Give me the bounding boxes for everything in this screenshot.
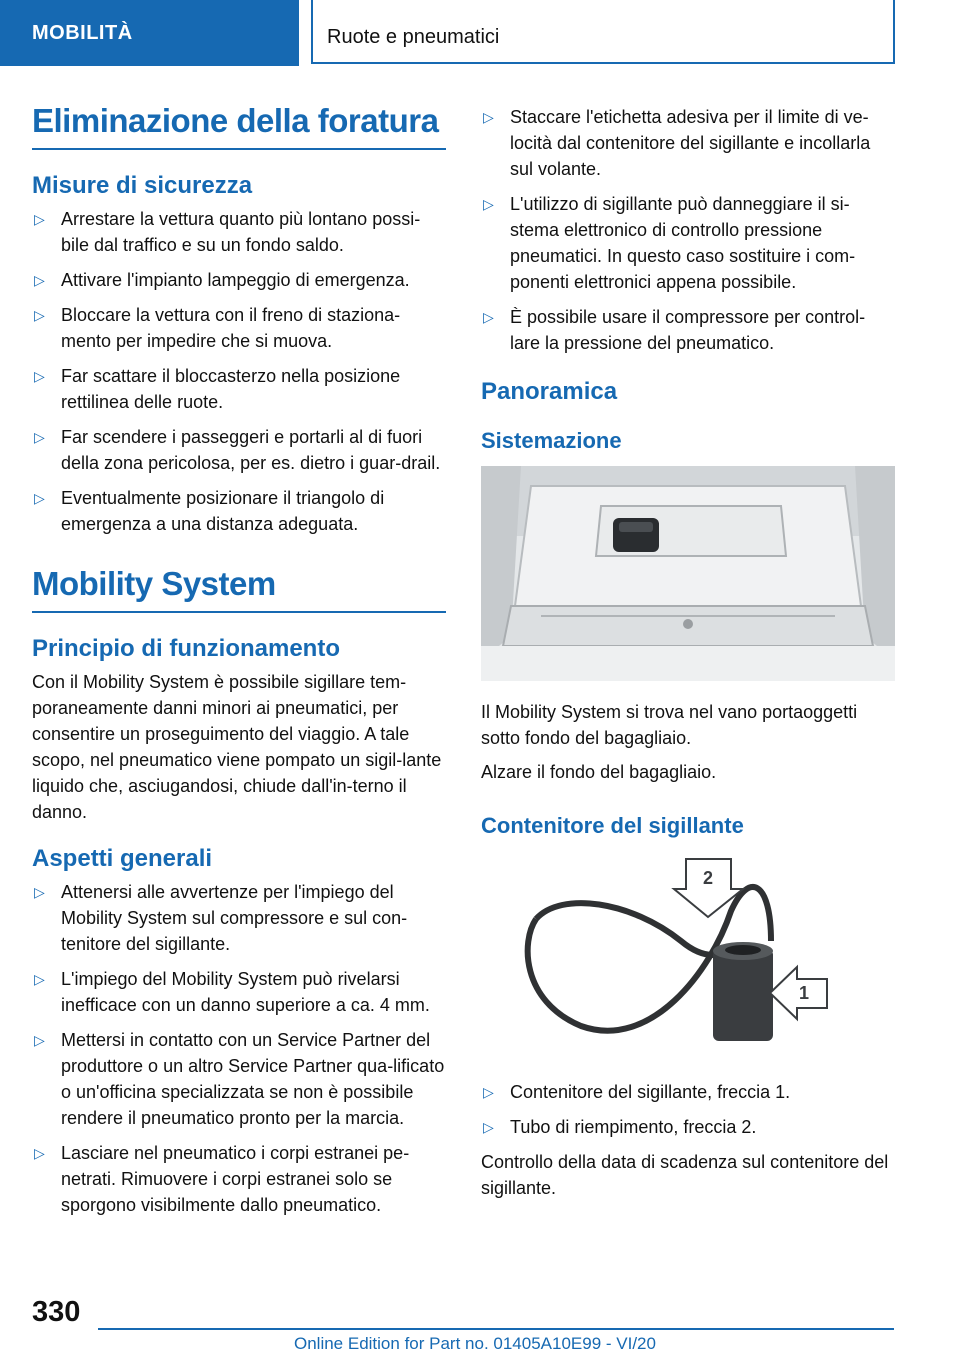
triangle-bullet-icon: ▷	[34, 272, 45, 288]
safety-list	[32, 206, 446, 537]
triangle-bullet-icon: ▷	[483, 109, 494, 125]
triangle-bullet-icon: ▷	[483, 1084, 494, 1100]
triangle-bullet-icon: ▷	[34, 971, 45, 987]
heading-rule	[32, 611, 446, 613]
triangle-bullet-icon: ▷	[34, 490, 45, 506]
list-item: ▷ Lasciare nel pneumatico i corpi estranei pe-netrati. Rimuovere i corpi estranei solo se sporgono visibilmente dallo pneumatico.	[32, 1140, 446, 1218]
heading-principle: Principio di funzionamento	[32, 635, 340, 662]
triangle-bullet-icon: ▷	[483, 1119, 494, 1135]
principle-paragraph: Con il Mobility System è possibile sigillare tem-poraneamente danni minori ai pneumatici, per consentire un proseguimento del viaggio. A tale scopo, nel pneumatico viene pompato un sigil-lante liquido che, asciugandosi, chiude dall'in-terno il danno.	[32, 672, 442, 822]
list-item: ▷ L'utilizzo di sigillante può danneggiare il si-stema elettronico di controllo pressione pneumatici. In questo caso sostituire i com-ponenti elettronici appena possibile.	[481, 191, 895, 295]
container-paragraph: Controllo della data di scadenza sul contenitore del sigillante.	[481, 1152, 889, 1198]
list-item: ▷ Mettersi in contatto con un Service Partner del produttore o un altro Service Partner qua-lificato o un'officina specializzata se non è possibile rendere il pneumatico pronto per la marcia.	[32, 1027, 446, 1131]
sealant-container-figure	[481, 851, 895, 1061]
location-paragraph-2: Alzare il fondo del bagagliaio.	[481, 762, 717, 782]
list-item: ▷ Tubo di riempimento, freccia 2.	[481, 1114, 895, 1140]
location-paragraph-1: Il Mobility System si trova nel vano portaoggetti sotto fondo del bagagliaio.	[481, 702, 858, 748]
list-item: ▷ È possibile usare il compressore per control-lare la pressione del pneumatico.	[481, 304, 895, 356]
section-tab: MOBILITÀ	[0, 0, 299, 66]
edition-text: Online Edition for Part no. 01405A10E99 - VI/20	[294, 1334, 656, 1353]
list-item: ▷ Attenersi alle avvertenze per l'impiego del Mobility System sul compressore e sul con-tenitore del sigillante.	[32, 879, 446, 957]
triangle-bullet-icon: ▷	[34, 368, 45, 384]
sealant-list	[481, 104, 895, 356]
heading-general: Aspetti generali	[32, 845, 213, 872]
footer-rule	[98, 1328, 894, 1330]
list-item: ▷ Arrestare la vettura quanto più lontano possi-bile dal traffico e su un fondo saldo.	[32, 206, 446, 258]
list-item: ▷ Bloccare la vettura con il freno di staziona-mento per impedire che si muova.	[32, 302, 446, 354]
triangle-bullet-icon: ▷	[34, 429, 45, 445]
container-list	[481, 1079, 895, 1140]
heading-flat-tyre: Eliminazione della foratura	[32, 102, 439, 139]
triangle-bullet-icon: ▷	[483, 309, 494, 325]
list-item: ▷ Far scendere i passeggeri e portarli al di fuori della zona pericolosa, per es. dietro i guar-drail.	[32, 424, 446, 476]
heading-rule	[32, 148, 446, 150]
triangle-bullet-icon: ▷	[34, 211, 45, 227]
chapter-title: Ruote e pneumatici	[311, 0, 895, 64]
list-item: ▷ Eventualmente posizionare il triangolo di emergenza a una distanza adeguata.	[32, 485, 446, 537]
triangle-bullet-icon: ▷	[34, 307, 45, 323]
triangle-bullet-icon: ▷	[34, 1145, 45, 1161]
heading-overview: Panoramica	[481, 378, 618, 405]
heading-mobility-system: Mobility System	[32, 565, 276, 602]
arrow-1-icon	[770, 967, 827, 1019]
arrow-1-label: 1	[798, 983, 810, 1003]
right-column	[481, 104, 895, 1209]
page-header	[0, 0, 960, 66]
heading-location: Sistemazione	[481, 428, 622, 453]
left-column	[32, 90, 446, 1227]
arrow-2-label: 2	[702, 868, 714, 888]
heading-safety: Misure di sicurezza	[32, 172, 253, 199]
list-item: ▷ Contenitore del sigillante, freccia 1.	[481, 1079, 895, 1105]
triangle-bullet-icon: ▷	[34, 884, 45, 900]
triangle-bullet-icon: ▷	[483, 196, 494, 212]
list-item: ▷ Attivare l'impianto lampeggio di emergenza.	[32, 267, 446, 293]
list-item: ▷ Staccare l'etichetta adesiva per il limite di ve-locità dal contenitore del sigillante e incollarla sul volante.	[481, 104, 895, 182]
general-list	[32, 879, 446, 1218]
triangle-bullet-icon: ▷	[34, 1032, 45, 1048]
heading-container: Contenitore del sigillante	[481, 813, 744, 838]
trunk-photo	[481, 466, 895, 681]
list-item: ▷ L'impiego del Mobility System può rivelarsi inefficace con un danno superiore a ca. 4 mm.	[32, 966, 446, 1018]
list-item: ▷ Far scattare il bloccasterzo nella posizione rettilinea delle ruote.	[32, 363, 446, 415]
page-number: 330	[32, 1296, 81, 1328]
